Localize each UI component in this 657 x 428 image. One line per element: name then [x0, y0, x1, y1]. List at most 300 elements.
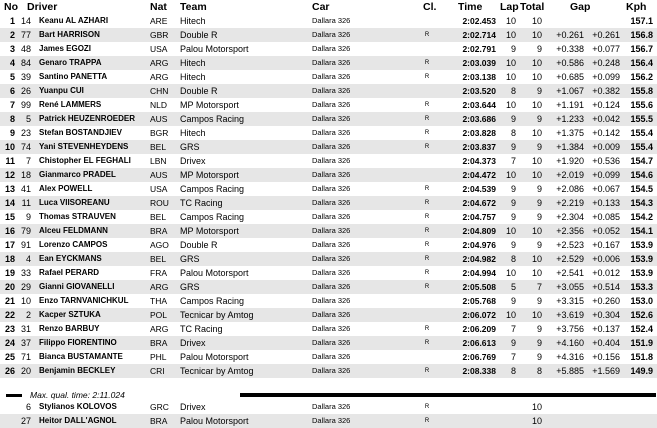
cell-kph: 151.8: [630, 352, 653, 362]
cell-team: Hitech: [180, 16, 206, 26]
cell-kph: 153.3: [630, 282, 653, 292]
cell-total: 10: [531, 58, 542, 68]
cell-nat: LBN: [150, 156, 167, 166]
cell-driver: Yani STEVENHEYDENS: [39, 142, 129, 151]
cell-team: TC Racing: [180, 198, 223, 208]
header-nat: Nat: [150, 1, 167, 13]
cell-cl: R: [424, 242, 430, 248]
cell-time: 2:02.791: [462, 44, 496, 54]
cell-total: 9: [536, 352, 542, 362]
cell-gap: +0.338: [556, 44, 584, 54]
cell-lap: 10: [505, 16, 516, 26]
cell-time: 2:04.994: [462, 268, 496, 278]
cell-driver: Bianca BUSTAMANTE: [39, 352, 123, 361]
cell-car: Dallara 326: [312, 212, 351, 221]
cell-team: Hitech: [180, 58, 206, 68]
cell-team: Hitech: [180, 72, 206, 82]
cell-no: 31: [20, 324, 31, 334]
header-total: Total: [520, 1, 545, 13]
cell-kph: 157.1: [630, 16, 653, 26]
cell-driver: Benjamin BECKLEY: [39, 366, 116, 375]
cell-lap: 7: [510, 352, 516, 362]
cell-gap: +2.086: [556, 184, 584, 194]
cell-gap: +0.586: [556, 58, 584, 68]
cell-gap: +3.619: [556, 310, 584, 320]
cell-time: 2:06.209: [462, 324, 496, 334]
cell-int: +0.124: [592, 100, 620, 110]
cell-time: 2:08.338: [462, 366, 496, 376]
cell-driver: Yuanpu CUI: [39, 86, 84, 95]
cell-team: Tecnicar by Amtog: [180, 310, 254, 320]
cell-no: 27: [20, 416, 31, 426]
cell-no: 74: [20, 142, 31, 152]
cell-car: Dallara 326: [312, 402, 351, 411]
cell-gap: +0.261: [556, 30, 584, 40]
cell-no: 2: [25, 310, 31, 320]
cell-int: [586, 414, 620, 428]
cell-lap: 10: [505, 72, 516, 82]
cell-team: Palou Motorsport: [180, 416, 249, 426]
cell-kph: [623, 400, 653, 414]
cell-team: GRS: [180, 254, 200, 264]
cell-kph: 155.4: [630, 128, 653, 138]
header-car: Car: [312, 1, 330, 13]
cell-no: 7: [25, 156, 31, 166]
cell-kph: 152.4: [630, 324, 653, 334]
cell-total: 9: [536, 296, 542, 306]
cell-cl: R: [424, 116, 430, 122]
cell-kph: 156.2: [630, 72, 653, 82]
cell-kph: [623, 414, 653, 428]
cell-total: 9: [536, 142, 542, 152]
cell-kph: 156.7: [630, 44, 653, 54]
cell-team: Drivex: [180, 156, 206, 166]
cell-total: 10: [531, 254, 542, 264]
cell-car: Dallara 326: [312, 338, 351, 347]
cell-lap: 7: [510, 156, 516, 166]
cell-kph: 153.9: [630, 240, 653, 250]
cell-car: Dallara 326: [312, 44, 351, 53]
cell-cl: [421, 308, 433, 322]
cell-nat: PHL: [150, 352, 167, 362]
header-lap: Lap: [500, 1, 519, 13]
header-class: Cl.: [423, 1, 437, 13]
cell-nat: ARG: [150, 58, 169, 68]
cell-int: +0.006: [592, 254, 620, 264]
cell-total: 9: [536, 324, 542, 334]
cell-cl: R: [424, 32, 430, 38]
cell-car: Dallara 326: [312, 16, 351, 25]
cell-kph: 149.9: [630, 366, 653, 376]
cell-kph: 155.8: [630, 86, 653, 96]
cell-cl: R: [424, 130, 430, 136]
cell-cl: R: [424, 214, 430, 220]
cell-car: Dallara 326: [312, 324, 351, 333]
cell-kph: 153.9: [630, 268, 653, 278]
cell-car: Dallara 326: [312, 142, 351, 151]
cell-total: 10: [531, 72, 542, 82]
cell-int: +0.099: [592, 170, 620, 180]
cell-total: 10: [531, 156, 542, 166]
cell-nat: CRI: [150, 366, 165, 376]
cell-lap: 9: [510, 142, 516, 152]
cell-time: 2:04.757: [462, 212, 496, 222]
cell-time: 2:03.138: [462, 72, 496, 82]
cell-pos: 14: [4, 198, 15, 208]
cell-gap: +2.304: [556, 212, 584, 222]
cell-nat: USA: [150, 44, 168, 54]
cell-gap: +4.316: [556, 352, 584, 362]
cell-driver: James EGOZI: [39, 44, 92, 53]
cell-int: +0.085: [592, 212, 620, 222]
cell-pos: 18: [4, 254, 15, 264]
cell-nat: GRC: [150, 402, 169, 412]
cell-nat: BGR: [150, 128, 169, 138]
header-driver: Driver: [27, 1, 58, 13]
cell-no: 9: [25, 212, 31, 222]
cell-driver: Lorenzo CAMPOS: [39, 240, 108, 249]
cell-pos: 20: [4, 282, 15, 292]
cell-gap: +1.384: [556, 142, 584, 152]
cell-kph: 155.6: [630, 100, 653, 110]
cell-gap: [550, 14, 584, 28]
cell-driver: Kacper SZTUKA: [39, 310, 101, 319]
cell-no: 37: [20, 338, 31, 348]
cell-team: GRS: [180, 142, 200, 152]
cell-car: Dallara 326: [312, 170, 351, 179]
cell-cl: R: [424, 60, 430, 66]
cell-cl: R: [424, 74, 430, 80]
cell-time: 2:04.976: [462, 240, 496, 250]
cell-driver: Gianmarco PRADEL: [39, 170, 116, 179]
cell-gap: +2.523: [556, 240, 584, 250]
cell-no: 4: [25, 254, 31, 264]
cell-int: +0.137: [592, 324, 620, 334]
header-no: No: [4, 1, 18, 13]
cell-int: +0.167: [592, 240, 620, 250]
cell-kph: 156.8: [630, 30, 653, 40]
cell-team: Campos Racing: [180, 114, 245, 124]
cell-time: 2:06.072: [462, 310, 496, 320]
cell-cl: R: [424, 340, 430, 346]
cell-pos: 22: [4, 310, 15, 320]
cell-driver: Genaro TRAPPA: [39, 58, 102, 67]
cell-team: Drivex: [180, 402, 206, 412]
cell-pos: 7: [9, 100, 15, 110]
cell-pos: 8: [9, 114, 15, 124]
cell-kph: 153.9: [630, 254, 653, 264]
cell-kph: 153.0: [630, 296, 653, 306]
cell-no: 41: [20, 184, 31, 194]
cell-nat: POL: [150, 310, 168, 320]
cell-kph: 156.4: [630, 58, 653, 68]
table-row: [0, 266, 657, 280]
cell-pos: 6: [9, 86, 15, 96]
cell-nat: BRA: [150, 226, 168, 236]
cell-int: +1.569: [592, 366, 620, 376]
cell-kph: 154.7: [630, 156, 653, 166]
cell-cl: R: [424, 326, 430, 332]
table-row: [0, 196, 657, 210]
cell-time: 2:04.539: [462, 184, 496, 194]
cell-driver: Gianni GIOVANELLI: [39, 282, 115, 291]
table-row: [0, 140, 657, 154]
cell-team: Double R: [180, 86, 218, 96]
cell-no: 84: [20, 58, 31, 68]
cell-car: Dallara 326: [312, 416, 351, 425]
table-row: [0, 168, 657, 182]
cell-team: Double R: [180, 240, 218, 250]
cell-gap: +2.529: [556, 254, 584, 264]
cell-no: 5: [25, 114, 31, 124]
cell-no: 71: [20, 352, 31, 362]
cell-int: +0.382: [592, 86, 620, 96]
divider-dash: [6, 394, 22, 397]
cell-driver: Luca VIISOREANU: [39, 198, 110, 207]
cell-kph: 155.4: [630, 142, 653, 152]
cell-driver: Rafael PERARD: [39, 268, 100, 277]
cell-time: 2:05.508: [462, 282, 496, 292]
table-row: [0, 14, 657, 28]
cell-time: 2:04.373: [462, 156, 496, 166]
cell-nat: FRA: [150, 268, 167, 278]
cell-int: +0.304: [592, 310, 620, 320]
table-row: [0, 28, 657, 42]
cell-lap: 8: [510, 86, 516, 96]
cell-nat: AUS: [150, 170, 168, 180]
cell-driver: Heitor DALL'AGNOL: [39, 416, 117, 425]
cell-time: [456, 414, 496, 428]
table-row: [0, 336, 657, 350]
table-row: [0, 238, 657, 252]
table-header: [0, 0, 657, 14]
cell-car: Dallara 326: [312, 352, 351, 361]
cell-total: 9: [536, 212, 542, 222]
cell-car: Dallara 326: [312, 282, 351, 291]
cell-team: Campos Racing: [180, 296, 245, 306]
cell-gap: [550, 400, 584, 414]
cell-total: 8: [536, 366, 542, 376]
cell-team: Campos Racing: [180, 212, 245, 222]
cell-driver: Patrick HEUZENROEDER: [39, 114, 136, 123]
cell-cl: [421, 294, 433, 308]
cell-time: 2:03.644: [462, 100, 496, 110]
cell-no: 99: [20, 100, 31, 110]
cell-nat: THA: [150, 296, 167, 306]
cell-nat: USA: [150, 184, 168, 194]
cell-driver: Enzo TARNVANICHKUL: [39, 296, 129, 305]
cell-lap: 8: [510, 254, 516, 264]
cell-driver: Santino PANETTA: [39, 72, 108, 81]
cell-gap: +5.885: [556, 366, 584, 376]
cell-team: Tecnicar by Amtog: [180, 366, 254, 376]
cell-driver: Filippo FIORENTINO: [39, 338, 117, 347]
cell-lap: 9: [510, 212, 516, 222]
table-row: [0, 42, 657, 56]
cell-total: 10: [531, 310, 542, 320]
cell-car: Dallara 326: [312, 86, 351, 95]
cell-pos: [2, 400, 15, 414]
cell-cl: R: [424, 284, 430, 290]
cell-gap: +2.541: [556, 268, 584, 278]
cell-pos: 5: [9, 72, 15, 82]
cell-time: 2:04.982: [462, 254, 496, 264]
cell-lap: 10: [505, 30, 516, 40]
cell-gap: +3.756: [556, 324, 584, 334]
table-row: [0, 400, 657, 414]
cell-car: Dallara 326: [312, 128, 351, 137]
cell-time: 2:03.520: [462, 86, 496, 96]
cell-gap: +0.685: [556, 72, 584, 82]
cell-nat: ARG: [150, 324, 169, 334]
cell-car: Dallara 326: [312, 100, 351, 109]
cell-driver: Chistopher EL FEGHALI: [39, 156, 131, 165]
cell-cl: R: [424, 368, 430, 374]
cell-time: 2:03.039: [462, 58, 496, 68]
cell-kph: 151.9: [630, 338, 653, 348]
cell-car: Dallara 326: [312, 366, 351, 375]
cell-nat: BEL: [150, 212, 167, 222]
cell-cl: [421, 84, 433, 98]
cell-total: 7: [536, 282, 542, 292]
cell-time: 2:06.613: [462, 338, 496, 348]
cell-driver: Thomas STRAUVEN: [39, 212, 116, 221]
cell-int: +0.077: [592, 44, 620, 54]
cell-team: MP Motorsport: [180, 170, 239, 180]
cell-pos: 21: [4, 296, 15, 306]
cell-cl: R: [424, 102, 430, 108]
header-gap: Gap: [570, 1, 591, 13]
cell-pos: 15: [4, 212, 15, 222]
table-row: [0, 126, 657, 140]
cell-pos: 10: [4, 142, 15, 152]
cell-gap: +2.356: [556, 226, 584, 236]
cell-car: Dallara 326: [312, 226, 351, 235]
cell-nat: ROU: [150, 198, 169, 208]
table-row: [0, 364, 657, 378]
cell-time: 2:04.809: [462, 226, 496, 236]
cell-int: +0.133: [592, 198, 620, 208]
cell-pos: 17: [4, 240, 15, 250]
cell-lap: 10: [505, 268, 516, 278]
cell-team: Double R: [180, 30, 218, 40]
table-row: [0, 84, 657, 98]
cell-no: 14: [20, 16, 31, 26]
cell-pos: 1: [9, 16, 15, 26]
table-row: [0, 182, 657, 196]
cell-pos: 24: [4, 338, 15, 348]
cell-cl: R: [424, 186, 430, 192]
cell-lap: 10: [505, 100, 516, 110]
cell-cl: [421, 14, 433, 28]
cell-pos: 13: [4, 184, 15, 194]
cell-gap: +1.067: [556, 86, 584, 96]
cell-nat: ARE: [150, 16, 168, 26]
cell-gap: +1.375: [556, 128, 584, 138]
cell-team: GRS: [180, 282, 200, 292]
cell-pos: 25: [4, 352, 15, 362]
table-row: [0, 154, 657, 168]
cell-total: 9: [536, 44, 542, 54]
cell-total: 9: [536, 184, 542, 194]
cell-car: Dallara 326: [312, 114, 351, 123]
cell-lap: 9: [510, 338, 516, 348]
cell-nat: BRA: [150, 338, 168, 348]
cell-pos: 23: [4, 324, 15, 334]
cell-total: 10: [531, 402, 542, 412]
table-row: [0, 98, 657, 112]
cell-total: 10: [531, 30, 542, 40]
cell-car: Dallara 326: [312, 240, 351, 249]
cell-nat: BEL: [150, 142, 167, 152]
cell-total: 10: [531, 16, 542, 26]
cell-gap: +1.233: [556, 114, 584, 124]
cell-car: Dallara 326: [312, 72, 351, 81]
cell-car: Dallara 326: [312, 296, 351, 305]
cell-nat: AGO: [150, 240, 169, 250]
cell-total: 10: [531, 128, 542, 138]
cell-lap: 10: [505, 170, 516, 180]
cell-nat: GBR: [150, 30, 169, 40]
cell-kph: 154.3: [630, 198, 653, 208]
cell-int: +0.248: [592, 58, 620, 68]
cell-lap: 10: [505, 226, 516, 236]
cell-int: +0.261: [592, 30, 620, 40]
cell-gap: +3.315: [556, 296, 584, 306]
cell-cl: [421, 154, 433, 168]
cell-kph: 152.6: [630, 310, 653, 320]
cell-total: 10: [531, 268, 542, 278]
table-row: [0, 294, 657, 308]
cell-car: Dallara 326: [312, 156, 351, 165]
cell-team: Hitech: [180, 128, 206, 138]
cell-pos: 4: [9, 58, 15, 68]
cell-int: +0.012: [592, 268, 620, 278]
cell-int: +0.009: [592, 142, 620, 152]
cell-time: 2:06.769: [462, 352, 496, 362]
table-row: [0, 350, 657, 364]
cell-lap: 9: [510, 198, 516, 208]
max-qualifying-time: Max. qual. time: 2:11.024: [30, 390, 125, 400]
cell-driver: René LAMMERS: [39, 100, 102, 109]
cell-int: +0.260: [592, 296, 620, 306]
table-row: [0, 224, 657, 238]
cell-team: Palou Motorsport: [180, 352, 249, 362]
table-row: [0, 112, 657, 126]
cell-total: 9: [536, 240, 542, 250]
cell-team: TC Racing: [180, 324, 223, 334]
cell-gap: +2.219: [556, 198, 584, 208]
cell-int: +0.099: [592, 72, 620, 82]
cell-driver: Keanu AL AZHARI: [39, 16, 109, 25]
cell-lap: 9: [510, 114, 516, 124]
cell-team: MP Motorsport: [180, 226, 239, 236]
cell-int: +0.067: [592, 184, 620, 194]
cell-time: [456, 400, 496, 414]
cell-lap: 10: [505, 310, 516, 320]
cell-car: Dallara 326: [312, 310, 351, 319]
divider-bar: [240, 393, 656, 397]
cell-gap: [550, 414, 584, 428]
cell-no: 79: [20, 226, 31, 236]
cell-time: 2:02.714: [462, 30, 496, 40]
cell-cl: R: [424, 418, 430, 424]
cell-int: +0.156: [592, 352, 620, 362]
cell-int: +0.536: [592, 156, 620, 166]
table-row: [0, 252, 657, 266]
cell-total: 9: [536, 114, 542, 124]
table-row: [0, 210, 657, 224]
